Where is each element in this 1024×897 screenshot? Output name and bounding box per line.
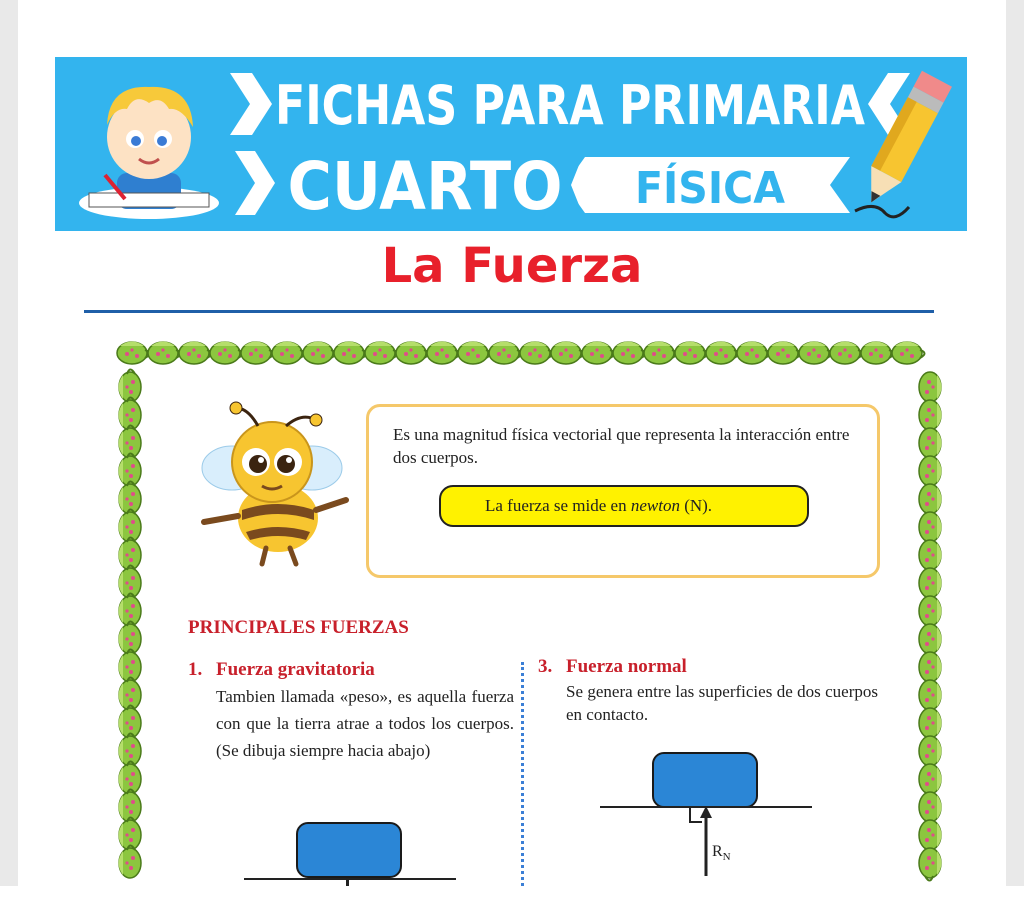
teacup-icon (427, 342, 460, 365)
teacup-icon (861, 342, 894, 365)
definition-box (366, 404, 880, 578)
weight-arrow (346, 878, 349, 886)
page-title: La Fuerza (381, 238, 643, 294)
teacup-icon (179, 342, 212, 365)
teacup-icon (303, 342, 336, 365)
viewer-edge-right (1006, 0, 1024, 886)
teacup-icon (919, 848, 942, 881)
teacup-icon (644, 342, 677, 365)
item-number: 1. (188, 659, 203, 680)
teacup-icon (210, 342, 243, 365)
normal-force-label (712, 843, 731, 863)
item-normal-force (538, 656, 878, 726)
bee-illustration (192, 398, 352, 568)
teacup-icon (706, 342, 739, 365)
section-heading: PRINCIPALES FUERZAS (188, 617, 409, 638)
normal-label-main: R (712, 843, 723, 860)
item-title: Fuerza normal (566, 656, 687, 677)
item-description: Tambien llamada «peso», es aquella fuerza con que la tierra atrae a todos los cuerpos. (Se dibuja siempre hacia abajo) (216, 687, 514, 760)
item-heading (538, 656, 878, 678)
item-number: 3. (538, 656, 553, 677)
teacup-icon (396, 342, 429, 365)
item-heading (188, 659, 514, 681)
teacup-icon (272, 342, 305, 365)
teacup-icon (830, 342, 863, 365)
teacup-icon (892, 342, 925, 365)
banner-grade: CUARTO (287, 148, 563, 225)
teacup-icon (613, 342, 646, 365)
subject-tag (565, 157, 850, 213)
unit-prefix: La fuerza se mide en (485, 496, 631, 515)
unit-name: newton (630, 496, 680, 515)
teacup-icon (334, 342, 367, 365)
item-gravitational-force (188, 659, 514, 764)
block-gravity-diagram (296, 822, 402, 878)
teacup-icon (119, 846, 142, 879)
normal-force-arrow (688, 806, 728, 876)
teacup-icon (675, 342, 708, 365)
viewer-edge-left (0, 0, 18, 886)
teacup-icon (365, 342, 398, 365)
normal-label-sub: N (722, 851, 731, 864)
title-divider (84, 310, 934, 313)
block-normal-diagram (652, 752, 758, 808)
ground-line (244, 878, 456, 880)
teacup-icon (551, 342, 584, 365)
teacup-icon (117, 342, 150, 365)
teacup-icon (148, 342, 181, 365)
item-description: Se genera entre las superficies de dos cuerpos en contacto. (566, 682, 878, 724)
banner-line2-shape (235, 145, 585, 225)
teacup-icon (241, 342, 274, 365)
teacup-icon (799, 342, 832, 365)
unit-note (439, 485, 809, 527)
subject-label: FÍSICA (635, 163, 796, 214)
item-title: Fuerza gravitatoria (216, 659, 375, 680)
header-banner (55, 57, 967, 231)
teacup-icon (520, 342, 553, 365)
banner-line1: FICHAS PARA PRIMARIA (275, 74, 866, 137)
teacup-icon (737, 342, 770, 365)
banner-line1-shape (230, 69, 910, 139)
definition-text: Es una magnitud física vectorial que representa la interacción entre dos cuerpos. (393, 425, 850, 467)
teacup-icon (768, 342, 801, 365)
unit-suffix: (N). (679, 496, 713, 515)
teacup-icon (489, 342, 522, 365)
pencil-icon (845, 61, 965, 226)
teacup-icon (458, 342, 491, 365)
kid-writing-illustration (69, 63, 229, 228)
column-divider (521, 662, 524, 886)
teacup-icon (582, 342, 615, 365)
